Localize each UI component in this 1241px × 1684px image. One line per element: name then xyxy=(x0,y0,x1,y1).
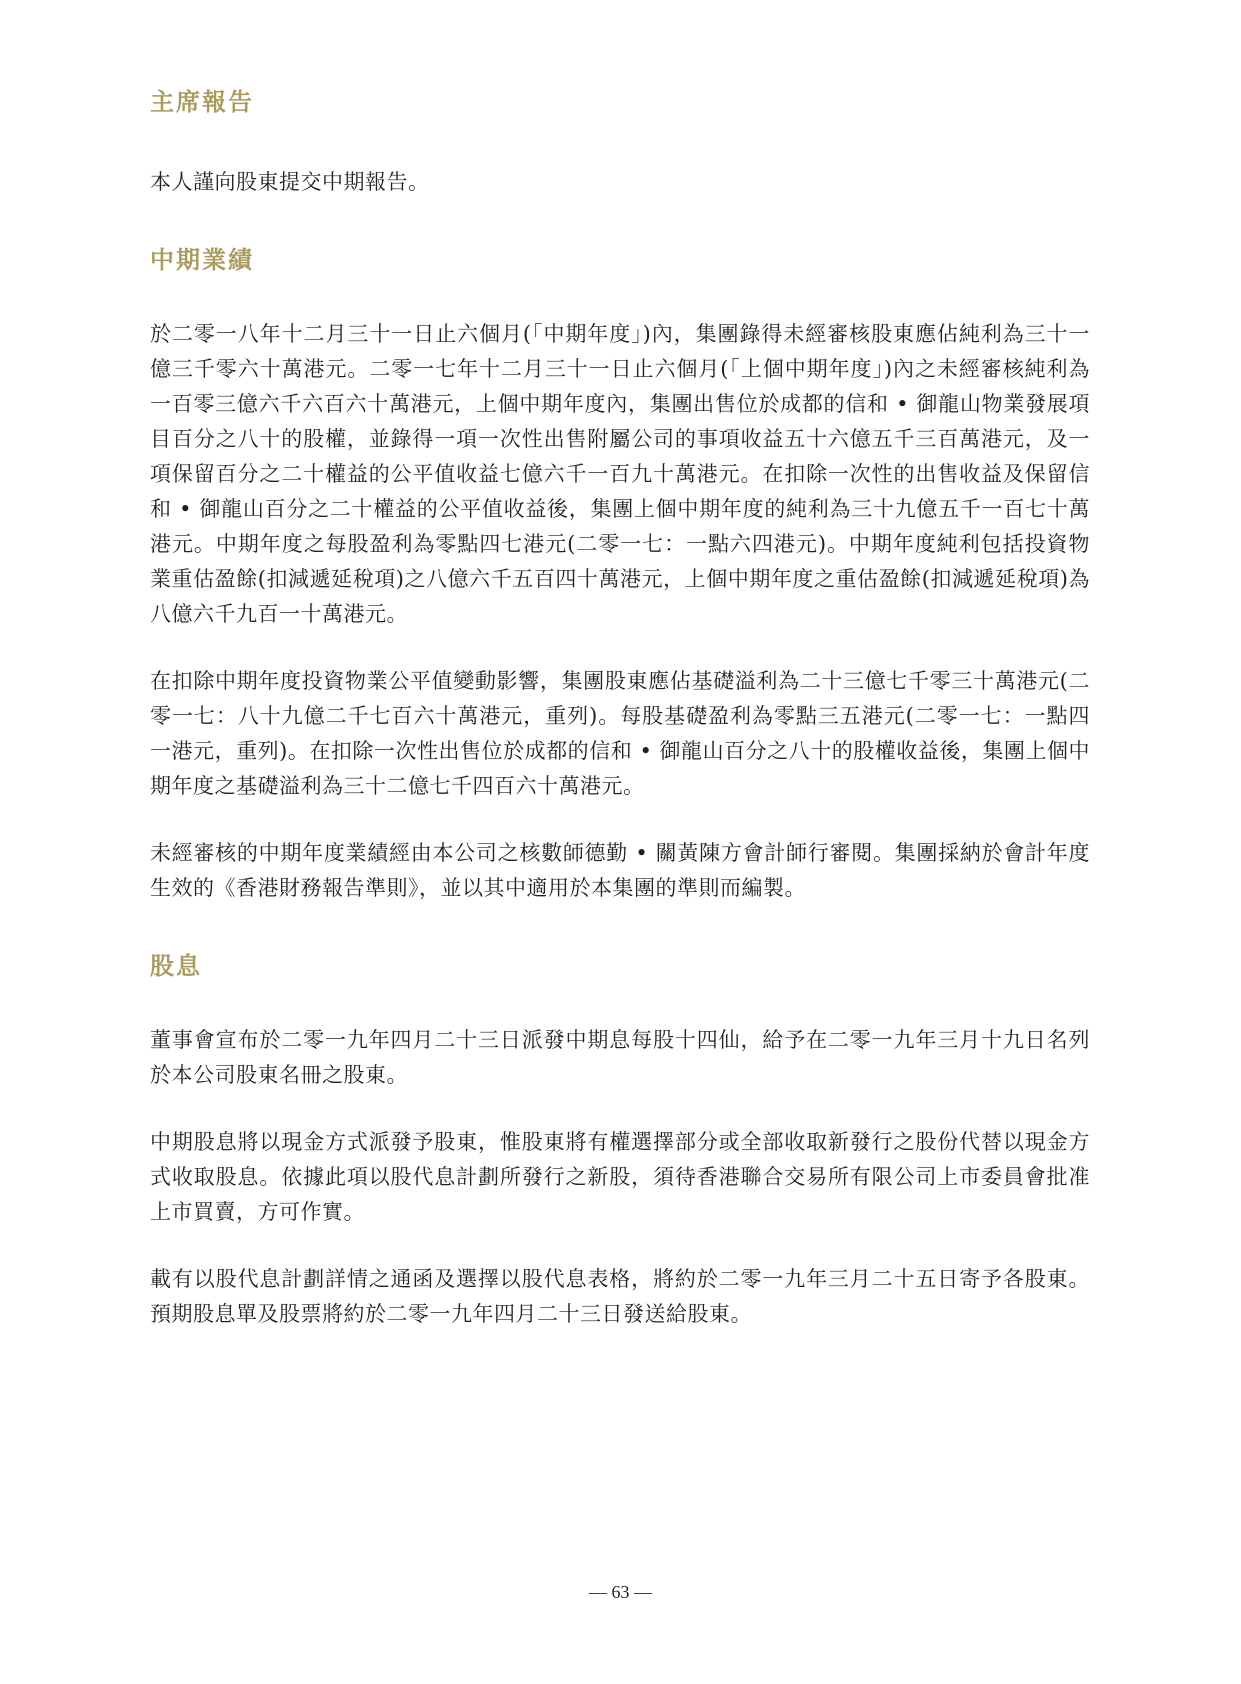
paragraph: 在扣除中期年度投資物業公平值變動影響，集團股東應佔基礎溢利為二十三億七千零三十萬港元(二零一七：八十九億二千七百六十萬港元，重列)。每股基礎盈利為零點三五港元(二零一七：一點四一港元，重列)。在扣除一次性出售位於成都的信和 • 御龍山百分之八十的股權收益後，集團上個中期年度之基礎溢利為三十二億七千四百六十萬港元。 xyxy=(150,669,1090,798)
section-heading: 股息 xyxy=(150,952,202,980)
paragraph: 未經審核的中期年度業績經由本公司之核數師德勤 • 關黃陳方會計師行審閱。集團採納於會計年度生效的《香港財務報告準則》，並以其中適用於本集團的準則而編製。 xyxy=(150,841,1090,900)
section-heading: 中期業績 xyxy=(150,246,254,274)
report-page xyxy=(150,82,1090,1364)
paragraph: 載有以股代息計劃詳情之通函及選擇以股代息表格，將約於二零一九年三月二十五日寄予各股東。預期股息單及股票將約於二零一九年四月二十三日發送給股東。 xyxy=(150,1267,1090,1326)
paragraph: 中期股息將以現金方式派發予股東，惟股東將有權選擇部分或全部收取新發行之股份代替以現金方式收取股息。依據此項以股代息計劃所發行之新股，須待香港聯合交易所有限公司上市委員會批准上市買賣，方可作實。 xyxy=(150,1130,1090,1224)
page-number: — 63 — xyxy=(589,1582,652,1602)
intro-paragraph: 本人謹向股東提交中期報告。 xyxy=(150,170,430,194)
section-interim-results xyxy=(150,240,1090,906)
page-title: 主席報告 xyxy=(150,88,254,116)
paragraph: 於二零一八年十二月三十一日止六個月(「中期年度」)內，集團錄得未經審核股東應佔純利為三十一億三千零六十萬港元。二零一七年十二月三十一日止六個月(「上個中期年度」)內之未經審核純利為一百零三億六千六百六十萬港元，上個中期年度內，集團出售位於成都的信和 • 御龍山物業發展項目百分之八十的股權，並錄得一項一次性出售附屬公司的事項收益五十六億五千三百萬港元，及一項保留百分之二十權益的公平值收益七億六千一百九十萬港元。在扣除一次性的出售收益及保留信和 • 御龍山百分之二十權益的公平值收益後，集團上個中期年度的純利為三十九億五千一百七十萬港元。中期年度之每股盈利為零點四七港元(二零一七：一點六四港元)。中期年度純利包括投資物業重估盈餘(扣減遞延稅項)之八億六千五百四十萬港元，上個中期年度之重估盈餘(扣減遞延稅項)為八億六千九百一十萬港元。 xyxy=(150,322,1090,626)
section-dividend xyxy=(150,946,1090,1332)
paragraph: 董事會宣布於二零一九年四月二十三日派發中期息每股十四仙，給予在二零一九年三月十九日名列於本公司股東名冊之股東。 xyxy=(150,1028,1090,1087)
